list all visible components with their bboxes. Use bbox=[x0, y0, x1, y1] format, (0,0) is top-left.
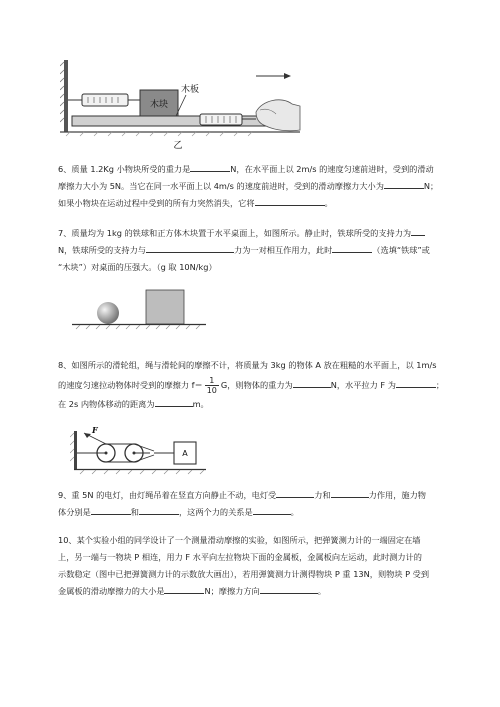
q9-text: 9、重 5N 的电灯，由灯绳吊着在竖直方向静止不动，电灯受 bbox=[58, 490, 277, 500]
question-10 bbox=[58, 532, 458, 600]
q10-text: 金属板的滑动摩擦力的大小是 bbox=[58, 586, 165, 596]
force-label: F bbox=[92, 425, 98, 435]
figure-friction-setup bbox=[60, 52, 305, 152]
board-label: 木板 bbox=[180, 85, 200, 95]
figure-pulley-system bbox=[70, 425, 210, 477]
question-9 bbox=[58, 487, 458, 521]
q9-blank-3[interactable] bbox=[91, 504, 131, 515]
q6-text: 6、质量 1.2Kg 小物块所受的重力是 bbox=[58, 164, 191, 174]
question-7 bbox=[58, 225, 458, 276]
spring-scale-left bbox=[68, 94, 140, 106]
q8-blank-1[interactable] bbox=[293, 377, 331, 388]
q8-text: 8、如图所示的滑轮组，绳与滑轮间的摩擦不计，将质量为 3kg 的物体 A 放在粗糙的水平面上，以 1m/s bbox=[58, 360, 437, 370]
q9-text: ，这两个力的关系是 bbox=[178, 507, 253, 517]
q6-blank-3[interactable] bbox=[255, 195, 325, 206]
q8-text: 的速度匀速拉动物体时受到的摩擦力 f＝ bbox=[58, 380, 203, 390]
q7-text: “木块”）对桌面的压强大。（g 取 10N/kg） bbox=[58, 262, 217, 272]
q8-text: 在 2s 内物体移动的距离为 bbox=[58, 399, 155, 409]
question-8 bbox=[58, 357, 458, 413]
q9-blank-4[interactable] bbox=[139, 504, 179, 515]
q8-text: N，水平拉力 F 为 bbox=[330, 380, 396, 390]
q6-blank-2[interactable] bbox=[384, 178, 424, 189]
q7-blank-3[interactable] bbox=[332, 242, 372, 253]
q8-text: ； bbox=[435, 380, 445, 390]
q10-text: 上，另一端与一物块 P 相连，用力 F 水平向左拉物块下面的金属板，金属板向左运动，此时测力计的 bbox=[58, 552, 422, 562]
q10-text: N；摩擦力方向 bbox=[204, 586, 260, 596]
q9-text: 体分别是 bbox=[58, 507, 91, 517]
block-label: 木块 bbox=[149, 100, 169, 110]
q10-blank-1[interactable] bbox=[164, 583, 204, 594]
q10-text: 示数稳定（图中已把弹簧测力计的示数放大画出），若用弹簧测力计测得物块 P 重 13N，则物块 P 受到 bbox=[58, 569, 430, 579]
q6-blank-1[interactable] bbox=[190, 161, 230, 172]
q7-blank-1[interactable] bbox=[411, 225, 425, 236]
q6-text: 摩擦力大小为 5N。当它在同一水平面上以 4m/s 的速度前进时，受到的滑动摩擦力大小为 bbox=[58, 181, 384, 191]
q9-blank-2[interactable] bbox=[331, 487, 369, 498]
q9-blank-1[interactable] bbox=[276, 487, 314, 498]
pull-direction-arrow bbox=[256, 73, 291, 79]
q8-text: m。 bbox=[192, 399, 209, 409]
q9-text: 和 bbox=[130, 507, 139, 517]
fraction-numerator: 1 bbox=[205, 376, 219, 386]
q9-text: 。 bbox=[290, 507, 299, 517]
iron-ball bbox=[97, 302, 119, 324]
q8-blank-3[interactable] bbox=[155, 396, 193, 407]
wall bbox=[64, 60, 68, 132]
fraction-denominator: 10 bbox=[206, 386, 217, 395]
q7-text: （选填“铁球”或 bbox=[372, 245, 430, 255]
question-6 bbox=[58, 161, 458, 212]
q9-blank-5[interactable] bbox=[253, 504, 291, 515]
q8-blank-2[interactable] bbox=[396, 377, 436, 388]
q7-text: 7、质量均为 1kg 的铁球和正方体木块置于水平桌面上，如图所示。静止时，铁球所受的支持力为 bbox=[58, 228, 412, 238]
q6-text: N； bbox=[423, 181, 439, 191]
wood-cube bbox=[146, 290, 184, 324]
q7-blank-2[interactable] bbox=[146, 242, 234, 253]
q6-text: N，在水平面上以 2m/s 的速度匀速前进时，受到的滑动 bbox=[230, 164, 434, 174]
q9-text: 力和 bbox=[314, 490, 331, 500]
figure-caption: 乙 bbox=[173, 141, 183, 151]
fraction-one-tenth bbox=[205, 376, 219, 395]
q7-text: 力为一对相互作用力，此时 bbox=[234, 245, 333, 255]
q10-text: 10、某个实验小组的同学设计了一个测量滑动摩擦的实验，如图所示，把弹簧测力计的一端固定在墙 bbox=[58, 535, 421, 545]
q6-text: 如果小物块在运动过程中受到的所有力突然消失，它将 bbox=[58, 198, 255, 208]
q7-text: N，铁球所受的支持力与 bbox=[58, 245, 146, 255]
q10-text: 。 bbox=[317, 586, 326, 596]
q8-text: G，则物体的重力为 bbox=[220, 380, 293, 390]
block-a-label: A bbox=[182, 449, 188, 458]
q10-blank-2[interactable] bbox=[260, 583, 318, 594]
figure-ball-and-cube bbox=[70, 285, 210, 335]
q6-text: 。 bbox=[324, 198, 333, 208]
q9-text: 力作用，施力物 bbox=[368, 490, 426, 500]
